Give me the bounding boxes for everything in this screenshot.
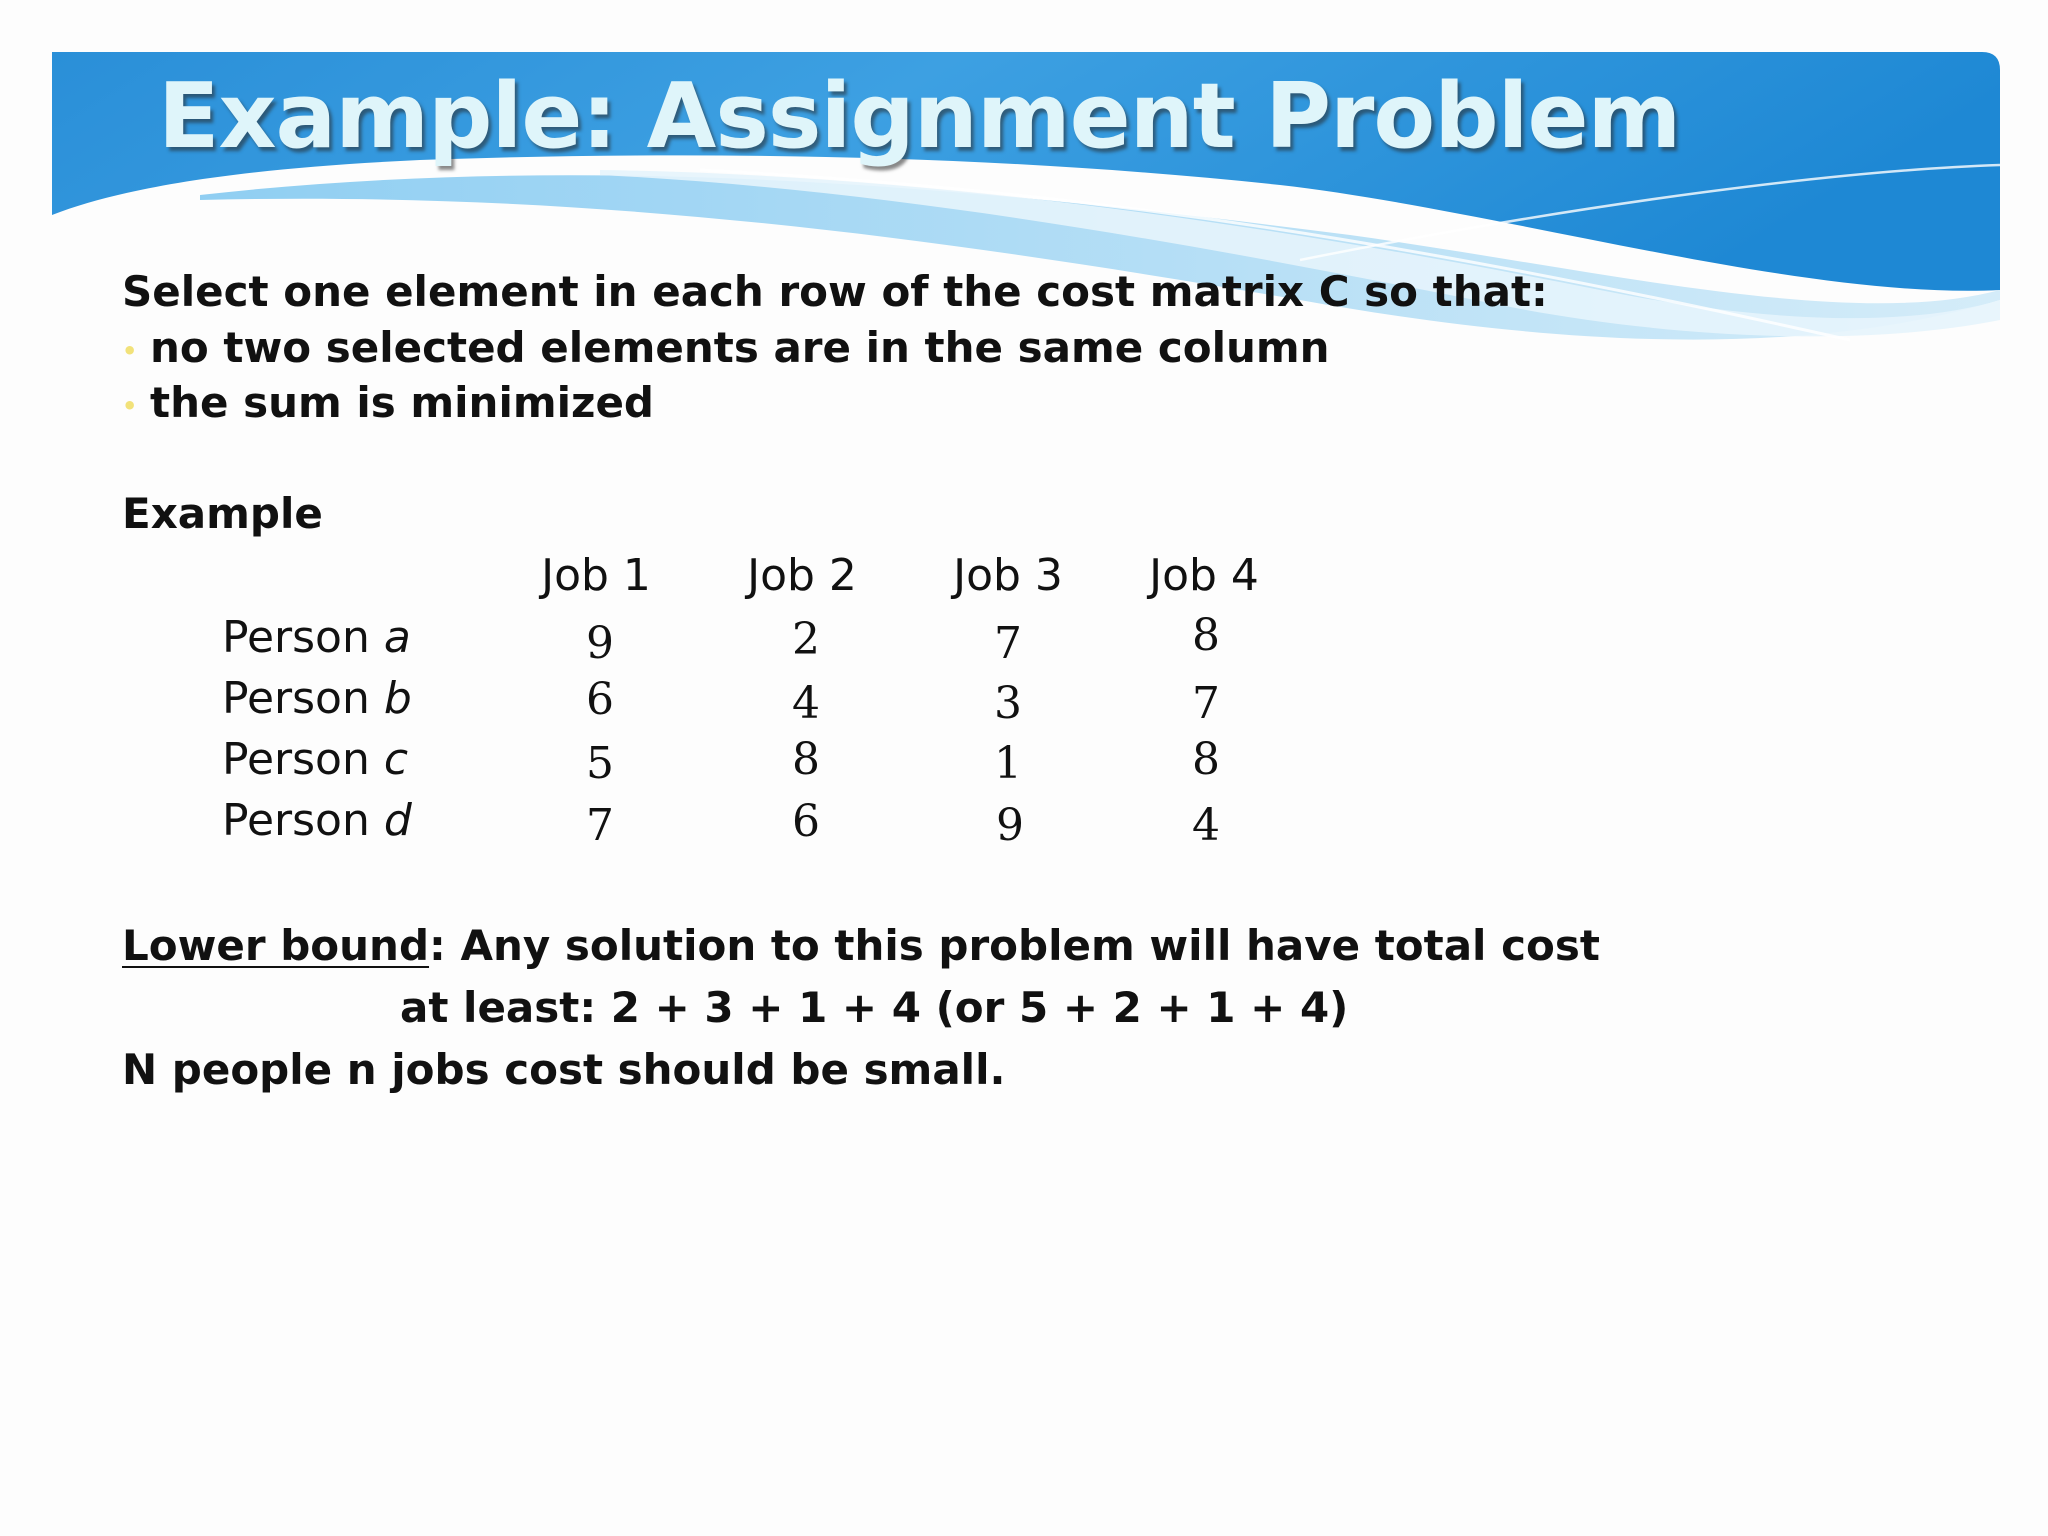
bullet-icon: • [122, 391, 138, 420]
lower-bound-value: at least: 2 + 3 + 1 + 4 (or 5 + 2 + 1 + 4) [400, 983, 1349, 1032]
row-label: Person a [222, 612, 411, 663]
matrix-cell: 8 [1192, 734, 1220, 785]
matrix-cell: 1 [994, 738, 1022, 789]
matrix-cell: 9 [996, 800, 1024, 851]
matrix-cell: 4 [792, 678, 820, 729]
bullet-item [122, 320, 1330, 379]
bullet-text: no two selected elements are in the same column [150, 323, 1330, 372]
lower-bound-text: : Any solution to this problem will have total cost [429, 921, 1600, 970]
matrix-cell: 7 [1192, 678, 1220, 729]
matrix-cell: 7 [994, 618, 1022, 669]
bullet-item [122, 375, 654, 434]
column-header: Job 4 [1149, 550, 1259, 601]
matrix-cell: 6 [586, 674, 614, 725]
matrix-cell: 7 [586, 800, 614, 851]
lower-bound-label: Lower bound [122, 921, 430, 970]
matrix-cell: 8 [792, 734, 820, 785]
bullet-text: the sum is minimized [150, 378, 654, 427]
matrix-cell: 6 [792, 796, 820, 847]
matrix-cell: 8 [1192, 610, 1220, 661]
column-header: Job 2 [747, 550, 857, 601]
intro-text: Select one element in each row of the cost matrix C so that: [122, 267, 1548, 316]
closing-text: N people n jobs cost should be small. [122, 1045, 1006, 1094]
lower-bound-line [122, 918, 1600, 974]
row-label: Person d [222, 795, 412, 846]
matrix-cell: 2 [792, 614, 820, 665]
row-label: Person c [222, 734, 409, 785]
slide-title: Example: Assignment Problem [158, 64, 1681, 169]
example-heading: Example [122, 489, 323, 538]
matrix-cell: 9 [586, 618, 614, 669]
bullet-icon: • [122, 336, 138, 365]
matrix-cell: 4 [1192, 800, 1220, 851]
matrix-cell: 3 [994, 678, 1022, 729]
column-header: Job 3 [953, 550, 1063, 601]
row-label: Person b [222, 673, 412, 724]
matrix-cell: 5 [586, 738, 614, 789]
column-header: Job 1 [541, 550, 651, 601]
